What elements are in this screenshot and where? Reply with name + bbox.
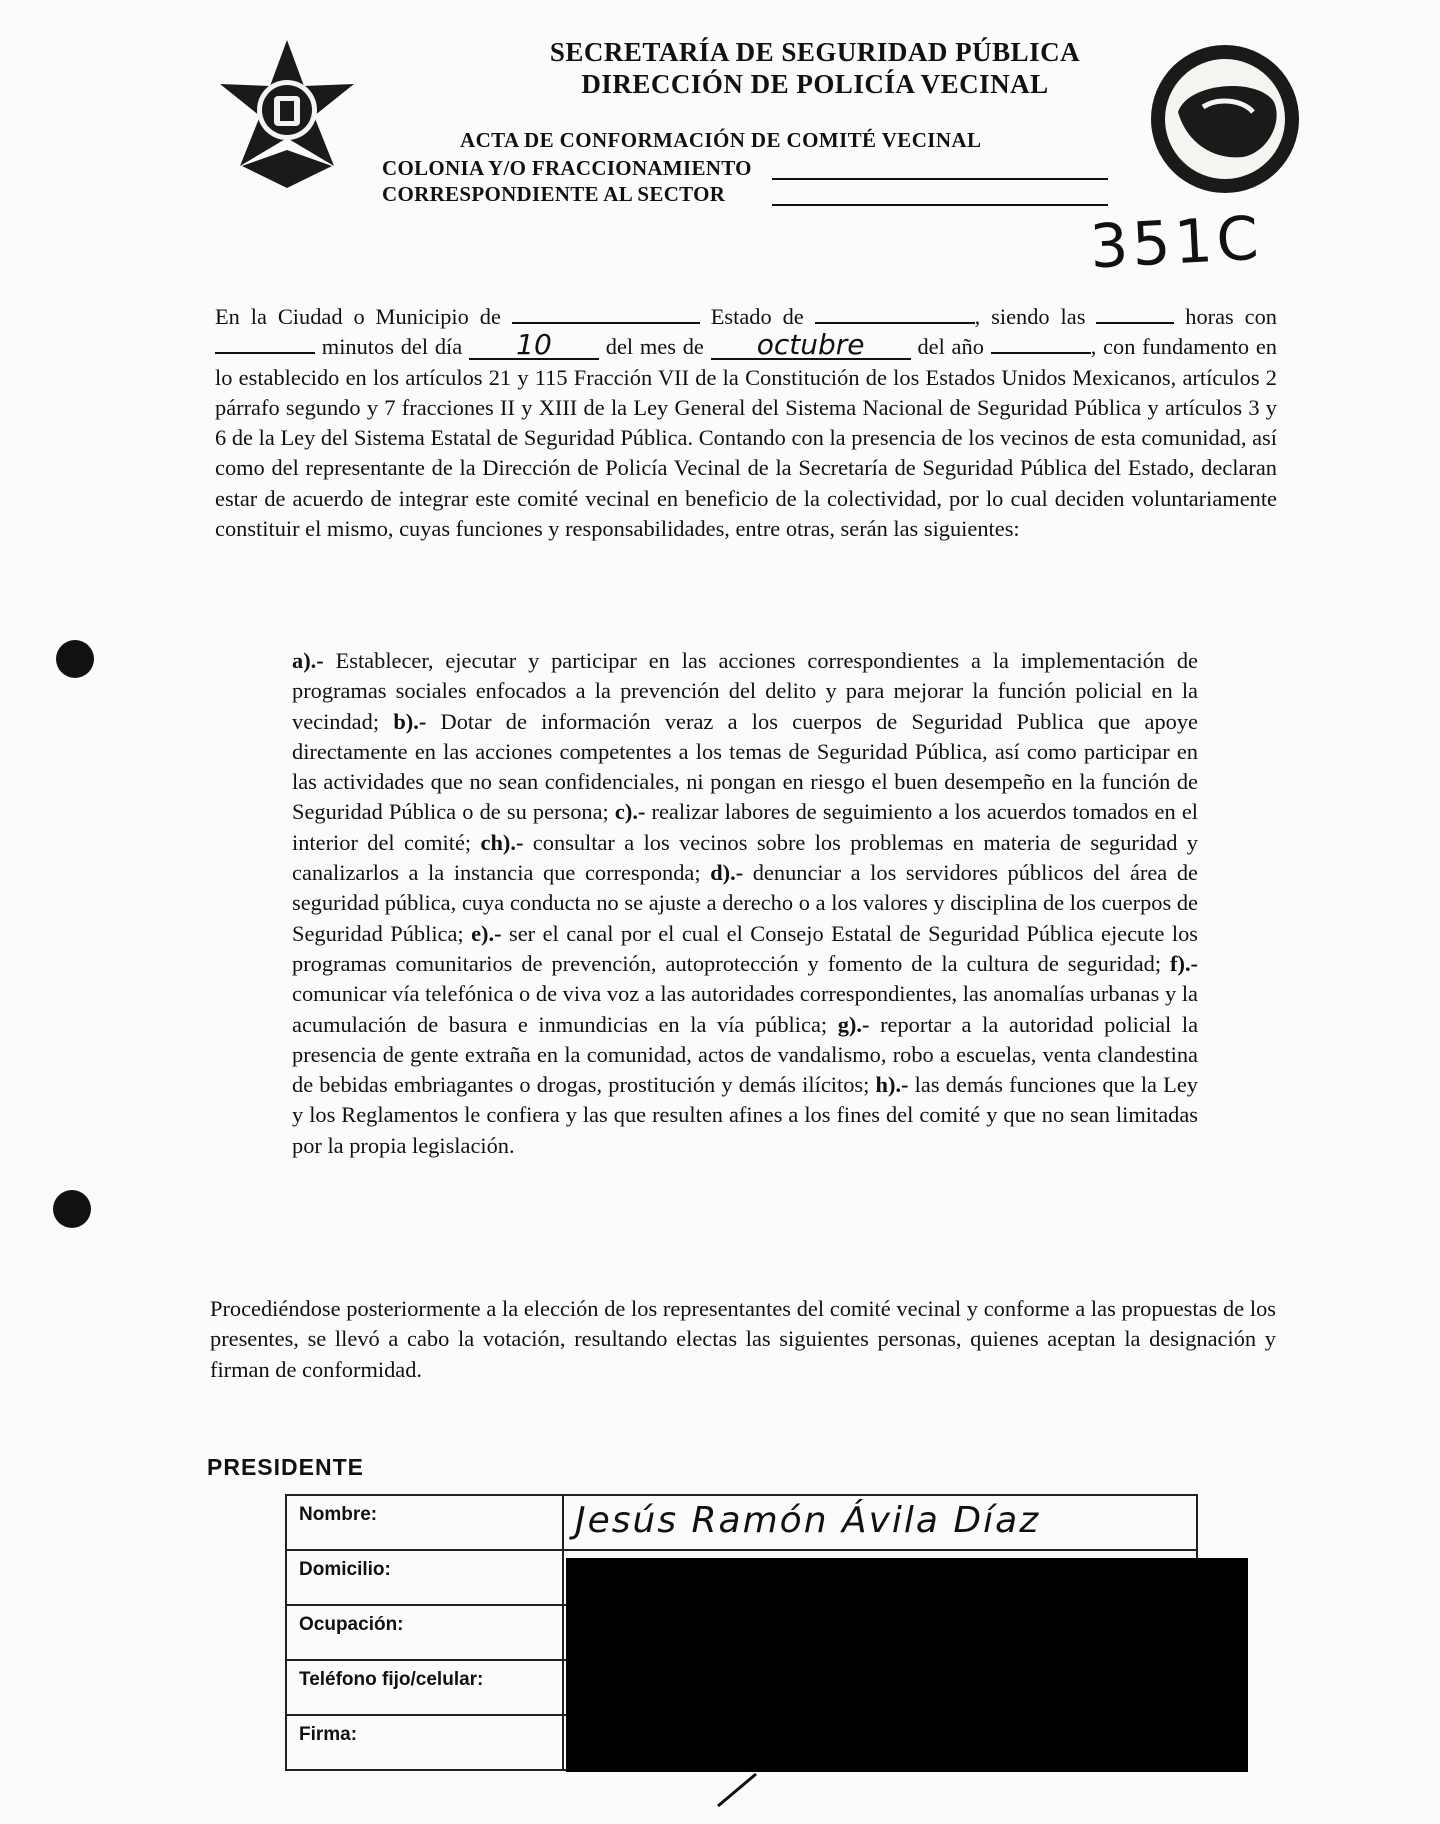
ocupacion-label: Ocupación: <box>299 1614 404 1635</box>
function-a-text: Establecer, ejecutar y participar en las acciones correspondientes a la implementación de programas sociales enfocados a la prevención del delito y para mejorar la función policial en la vecindad; <box>292 648 1198 734</box>
intro-text-1: En la Ciudad o Municipio de <box>215 304 501 329</box>
nombre-value: Jesús Ramón Ávila Díaz <box>575 1500 1041 1541</box>
colonia-field-line <box>772 178 1108 180</box>
municipio-blank <box>512 304 700 324</box>
function-c-text: realizar labores de seguimiento a los acuerdos tomados en el interior del comité; <box>292 799 1198 855</box>
acta-title: ACTA DE CONFORMACIÓN DE COMITÉ VECINAL <box>460 128 982 152</box>
intro-paragraph <box>215 302 1277 544</box>
function-b-label: b).- <box>393 708 427 734</box>
function-g-label: g).- <box>837 1011 870 1037</box>
intro-text-6: del mes de <box>605 334 704 360</box>
sector-field-line <box>772 204 1108 206</box>
firma-label: Firma: <box>299 1724 358 1745</box>
function-d-text: denunciar a los servidores públicos del área de seguridad pública, cuya conducta no se ajuste a derecho o a los valores y disciplina de los cuerpos de Seguridad Pública; <box>292 860 1198 946</box>
closing-paragraph: Procediéndose posteriormente a la elección de los representantes del comité vecinal y conforme a las propuestas de los presentes, se llevó a cabo la votación, resultando electas las siguientes personas, quienes aceptan la designación y firman de conformidad. <box>210 1296 1276 1382</box>
document-header <box>380 36 1250 100</box>
intro-text-8: , con fundamento en lo establecido en los artículos 21 y 115 Fracción VII de la Constitución de los Estados Unidos Mexicanos, artículos 2 párrafo segundo y 7 fracciones II y XIII de la Ley General del Sistema Nacional de Seguridad Pública y artículos 3 y 6 de la Ley del Sistema Estatal de Seguridad Pública. Contando con la presencia de los vecinos de esta comunidad, así como del representante de la Dirección de Policía Vecinal de la Secretaría de Seguridad Pública del Estado, declaran estar de acuerdo de integrar este comité vecinal en beneficio de la colectividad, por lo cual deciden voluntariamente constituir el mismo, cuyas funciones y responsabilidades, entre otras, serán las siguientes: <box>215 334 1278 542</box>
punch-hole-bottom <box>53 1190 91 1228</box>
intro-text-3: , siendo las <box>974 304 1086 329</box>
intro-text-2: Estado de <box>710 304 804 329</box>
function-e-label: e).- <box>471 920 502 946</box>
signature-stroke-icon <box>712 1770 762 1810</box>
table-row <box>287 1496 1196 1551</box>
month-handwritten: octubre <box>711 332 911 360</box>
year-blank <box>991 334 1091 354</box>
police-star-seal-icon <box>212 38 362 196</box>
day-handwritten: 10 <box>469 332 599 360</box>
function-f-text: comunicar vía telefónica o de viva voz a las autoridades correspondientes, las anomalías urbanas y la acumulación de basura e inmundicias en la vía pública; <box>292 981 1198 1037</box>
intro-text-7: del año <box>917 334 984 360</box>
function-g-text: reportar a la autoridad policial la presencia de gente extraña en la comunidad, actos de vandalismo, robo a escuelas, venta clandestina de bebidas embriagantes o drogas, prostitución y demás ilícitos; <box>292 1011 1199 1098</box>
function-f-label: f).- <box>1170 950 1198 976</box>
function-b-text: Dotar de información veraz a los cuerpos de Seguridad Publica que apoye directamente en las acciones competentes a los temas de Seguridad Pública, así como participar en las actividades que no sean confidenciales, ni pongan en riesgo el buen desempeño en la función de Seguridad Pública o de su persona; <box>292 708 1198 825</box>
department-title: DIRECCIÓN DE POLICÍA VECINAL <box>581 69 1049 99</box>
function-d-label: d).- <box>710 860 744 886</box>
horas-blank <box>1096 304 1174 324</box>
agency-title: SECRETARÍA DE SEGURIDAD PÚBLICA <box>549 37 1081 67</box>
estado-blank <box>815 304 975 324</box>
function-h-label: h).- <box>875 1072 909 1098</box>
sector-handwritten-number: 351C <box>1088 203 1265 283</box>
functions-paragraph <box>292 646 1198 1161</box>
nombre-label: Nombre: <box>299 1504 378 1525</box>
function-ch-text: consultar a los vecinos sobre los problemas en materia de seguridad y canalizarlos a la instancia que corresponda; <box>292 829 1198 886</box>
function-a-label: a).- <box>292 648 324 673</box>
intro-text-5: minutos del día <box>321 334 463 360</box>
intro-text-4: horas con <box>1185 304 1278 329</box>
punch-hole-top <box>56 640 94 678</box>
telefono-label: Teléfono fijo/celular: <box>299 1669 484 1690</box>
domicilio-label: Domicilio: <box>299 1559 391 1580</box>
function-ch-label: ch).- <box>480 829 524 855</box>
redaction-block <box>566 1558 1248 1772</box>
presidente-heading: PRESIDENTE <box>207 1454 364 1480</box>
colonia-label: COLONIA Y/O FRACCIONAMIENTO <box>382 156 752 180</box>
sector-label: CORRESPONDIENTE AL SECTOR <box>382 182 726 206</box>
function-h-text: las demás funciones que la Ley y los Reglamentos le confiera y las que resulten afines a los fines del comité y que no sean limitadas por la propia legislación. <box>292 1072 1198 1158</box>
minutos-blank <box>215 334 315 354</box>
function-e-text: ser el canal por el cual el Consejo Estatal de Seguridad Pública ejecute los programas comunitarios de prevención, autoprotección y fomento de la cultura de seguridad; <box>292 920 1198 976</box>
function-c-label: c).- <box>614 799 646 825</box>
